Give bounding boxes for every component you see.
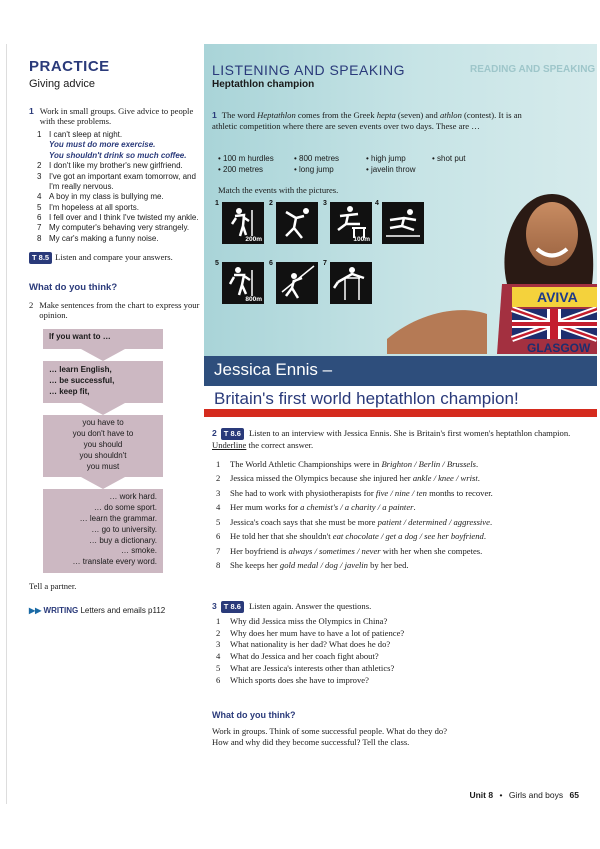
left-column bbox=[29, 58, 201, 616]
list-item: 4 What do Jessica and her coach fight about? bbox=[216, 651, 379, 662]
task-2 bbox=[29, 300, 201, 321]
tell-partner: Tell a partner. bbox=[29, 580, 77, 591]
problems-list bbox=[29, 130, 201, 244]
audio-track-badge[interactable]: T 8.6 bbox=[221, 601, 244, 613]
textbook-page bbox=[6, 44, 596, 804]
unit-title: Girls and boys bbox=[508, 790, 564, 800]
divider-bar bbox=[204, 409, 597, 417]
list-item: 5 Jessica's coach says that she must be more patient / determined / aggressive. bbox=[216, 516, 493, 527]
pictogram-javelin-icon[interactable]: 6 bbox=[276, 262, 318, 304]
sentence-chart bbox=[43, 329, 163, 573]
event-item: • 800 metres bbox=[294, 154, 366, 163]
example-line: You must do more exercise. You shouldn't drink so much coffee. bbox=[49, 140, 187, 160]
list-item: 6 He told her that she shouldn't eat chocolate / get a dog / see her boyfriend. bbox=[216, 531, 486, 542]
event-item: • high jump bbox=[366, 154, 432, 163]
chart-arrow bbox=[81, 477, 125, 489]
task-1 bbox=[29, 106, 201, 127]
list-item: 8 My car's making a funny noise. bbox=[37, 233, 159, 243]
question-2: 2 T 8.6 Listen to an interview with Jessica Ennis. She is Britain's first women's heptathlon champion. Underline the correct answer. 1 The World Athletic Championships were in Brighton / Berlin / Brussels. 2 Jessica missed the Olympics because she injured her ankle / knee / wrist. 3 She had to work with physiotherapists for five / nine / ten months to recover. 4 Her mum works for a chemist's / a charity / a painter. 5 Jessica's coach says that she must be more patient / determined / aggressive. 6 He told her that she shouldn't eat chocolate / get a dog / see her boyfriend. 7 Her boyfriend is always / sometimes / never with her when she competes. 8 She keeps her gold medal / dog / javelin by her bed. bbox=[212, 428, 587, 575]
list-item: 8 She keeps her gold medal / dog / javelin by her bed. bbox=[216, 560, 409, 571]
audio-track-badge[interactable]: T 8.5 bbox=[29, 252, 52, 263]
list-item: 1 I can't sleep at night. bbox=[37, 129, 123, 139]
listen-compare: T 8.5 Listen and compare your answers. bbox=[29, 252, 201, 263]
answer-options[interactable]: Brighton / Berlin / Brussels bbox=[381, 458, 476, 469]
article-banner: Jessica Ennis – bbox=[204, 356, 597, 386]
answer-options[interactable]: patient / determined / aggressive bbox=[377, 516, 490, 527]
pictogram-long-jump-icon[interactable]: 4 bbox=[382, 202, 424, 244]
list-item: 2 I don't like my brother's new girlfriend. bbox=[37, 161, 183, 171]
list-item: 3 What nationality is her dad? What does he do? bbox=[216, 639, 391, 650]
section-subtitle: Heptathlon champion bbox=[212, 79, 315, 90]
event-item: • 200 metres bbox=[218, 165, 294, 174]
chart-box-if: If you want to … bbox=[43, 329, 163, 349]
bib-city: GLASGOW bbox=[527, 341, 591, 354]
page-footer: Unit 8 • Girls and boys 65 bbox=[469, 790, 579, 800]
answer-options[interactable]: ankle / knee / wrist bbox=[412, 473, 478, 484]
list-item: 7 Her boyfriend is always / sometimes / never with her when she competes. bbox=[216, 545, 483, 556]
list-item: 4 Her mum works for a chemist's / a charity / a painter. bbox=[216, 502, 416, 513]
section-heading: What do you think? bbox=[29, 281, 118, 293]
task-number: 1 bbox=[29, 105, 34, 116]
event-item: • 100 m hurdles bbox=[218, 154, 294, 163]
ghost-heading: READING AND SPEAKING bbox=[470, 64, 596, 75]
double-arrow-icon: ▶▶ bbox=[29, 605, 42, 615]
listening-panel bbox=[204, 44, 597, 356]
answer-list bbox=[212, 459, 587, 571]
answer-options[interactable]: gold medal / dog / javelin bbox=[279, 560, 368, 571]
right-column bbox=[204, 44, 597, 804]
audio-track-badge[interactable]: T 8.6 bbox=[221, 428, 244, 440]
list-item: 7 My computer's behaving very strangely. bbox=[37, 223, 190, 233]
event-item: • shot put bbox=[432, 154, 502, 163]
event-item: • javelin throw bbox=[366, 165, 432, 174]
pictogram-high-jump-icon[interactable]: 7 bbox=[330, 262, 372, 304]
question-list bbox=[212, 616, 587, 686]
list-item: 6 I fell over and I think I've twisted my ankle. bbox=[37, 213, 199, 223]
athlete-photo bbox=[387, 164, 597, 354]
list-item: 4 A boy in my class is bullying me. bbox=[37, 192, 164, 202]
list-item: 1 The World Athletic Championships were in Brighton / Berlin / Brussels. bbox=[216, 458, 479, 469]
writing-link[interactable]: ▶▶ WRITING Letters and emails p112 bbox=[29, 605, 166, 615]
practice-title: PRACTICE bbox=[29, 58, 110, 75]
question-1: 1 The word Heptathlon comes from the Greek hepta (seven) and athlon (contest). It is an athletic competition where there are seven events over two days. These are … bbox=[212, 110, 522, 131]
answer-options[interactable]: always / sometimes / never bbox=[288, 545, 381, 556]
match-instruction: Match the events with the pictures. bbox=[218, 185, 339, 195]
article-headline: Britain's first world heptathlon champion! bbox=[214, 389, 519, 408]
answer-options[interactable]: eat chocolate / get a dog / see her boyfriend bbox=[332, 531, 484, 542]
section-title: LISTENING AND SPEAKING bbox=[212, 62, 406, 78]
list-item: 2 Jessica missed the Olympics because she injured her ankle / knee / wrist. bbox=[216, 473, 480, 484]
answer-options[interactable]: a chemist's / a charity / a painter bbox=[300, 502, 414, 513]
event-item: • long jump bbox=[294, 165, 366, 174]
pictogram-throw-icon[interactable]: 2 bbox=[276, 202, 318, 244]
page-number: 65 bbox=[569, 790, 579, 800]
chart-arrow bbox=[81, 349, 125, 361]
list-item: 5 I'm hopeless at all sports. bbox=[37, 202, 140, 212]
unit-label: Unit 8 bbox=[469, 790, 494, 800]
list-item: 1 Why did Jessica miss the Olympics in China? bbox=[216, 615, 388, 626]
list-item: 2 Why does her mum have to have a lot of patience? bbox=[216, 627, 405, 638]
pictogram-sprint-icon[interactable]: 1 200m bbox=[215, 200, 262, 243]
task-text: Work in small groups. Give advice to people with these problems. bbox=[39, 105, 194, 127]
chart-box-modals: you have to you don't have to you should you shouldn't you must bbox=[43, 415, 163, 477]
chart-arrow bbox=[81, 403, 125, 415]
answer-options[interactable]: five / nine / ten bbox=[375, 487, 427, 498]
section-heading: What do you think? bbox=[212, 710, 296, 720]
list-item: 5 What are Jessica's interests other than athletics? bbox=[216, 662, 395, 673]
bib-sponsor: AVIVA bbox=[537, 289, 578, 305]
list-item: 3 I've got an important exam tomorrow, and I'm really nervous. bbox=[37, 171, 196, 191]
list-item: 6 Which sports does she have to improve? bbox=[216, 674, 369, 685]
list-item: 3 She had to work with physiotherapists for five / nine / ten months to recover. bbox=[216, 487, 493, 498]
question-3: 3 T 8.6 Listen again. Answer the questions. 1 Why did Jessica miss the Olympics in China? 2 Why does her mum have to have a lot of patience? 3 What nationality is her dad? What does he do? 4 What do Jessica and her coach fight about? 5 What are Jessica's interests other than athletics? 6 Which sports does she have to improve? bbox=[212, 601, 587, 686]
pictogram-run-icon[interactable]: 5 800m bbox=[215, 260, 262, 303]
chart-box-goals: … learn English, … be successful, … keep fit, bbox=[43, 361, 163, 403]
chart-box-actions: … work hard. … do some sport. … learn the grammar. … go to university. … buy a dictionary. … smoke. … translate every word. bbox=[43, 489, 163, 573]
discussion-text: Work in groups. Think of some successful people. What do they do? How and why did they become successful? Tell the class. bbox=[212, 726, 448, 748]
task-text: Make sentences from the chart to express your opinion. bbox=[39, 299, 200, 321]
practice-subtitle: Giving advice bbox=[29, 77, 96, 90]
pictogram-hurdles-icon[interactable]: 3 100m bbox=[323, 200, 370, 243]
task-number: 2 bbox=[29, 299, 34, 310]
